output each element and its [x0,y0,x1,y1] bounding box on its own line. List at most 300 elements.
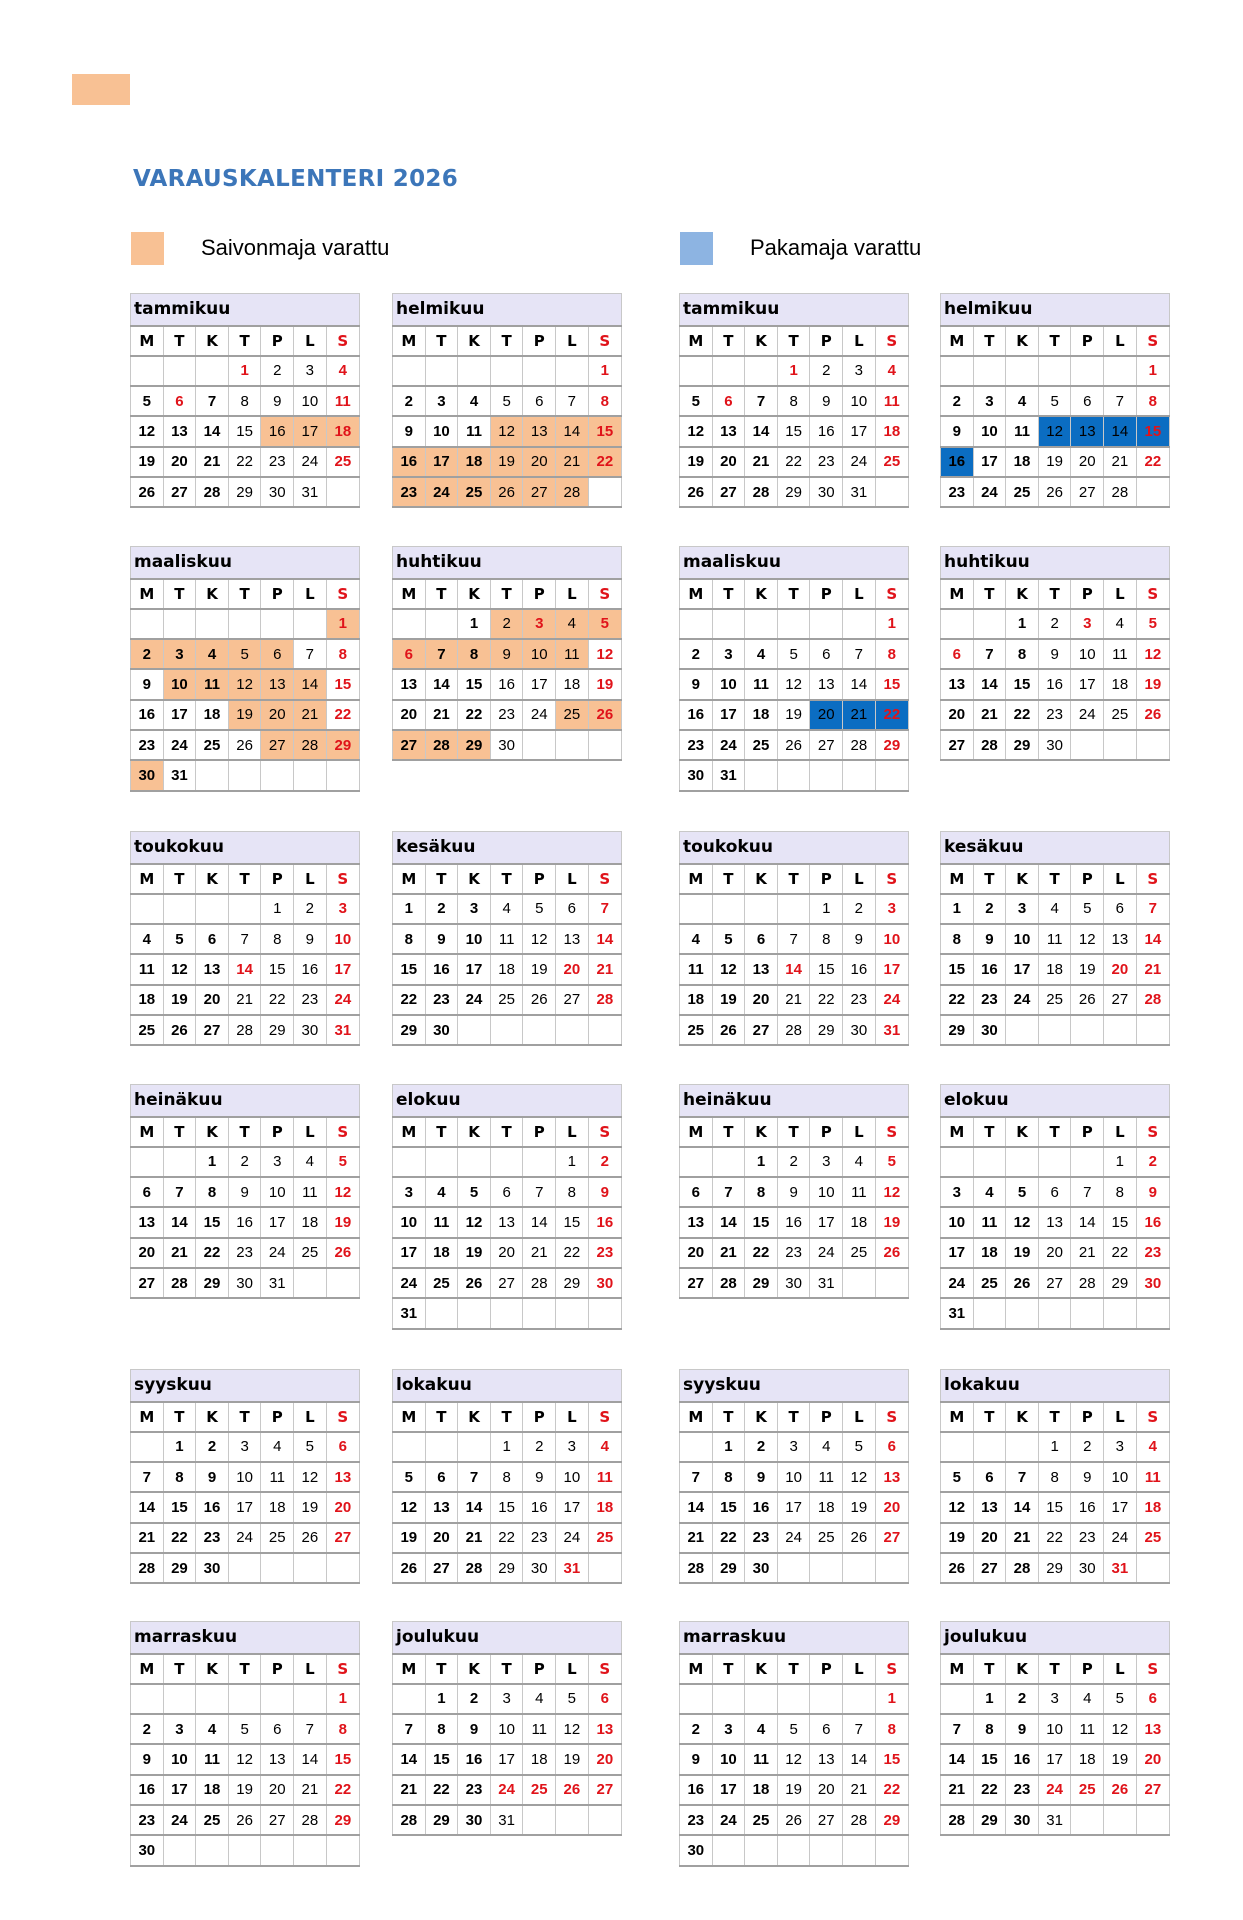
day-cell: 15 [1136,416,1169,446]
day-cell: 19 [1006,1238,1039,1268]
day-cell: 24 [490,1775,523,1805]
weekday-header: P [810,326,843,356]
day-cell: 1 [163,1432,196,1462]
empty-cell [131,1684,164,1714]
day-cell: 6 [490,1177,523,1207]
weekday-header: T [425,326,458,356]
weekday-header: S [875,326,908,356]
day-cell: 16 [588,1207,621,1237]
day-cell: 2 [490,609,523,639]
day-cell: 9 [261,386,294,416]
weekday-header: L [294,864,327,894]
day-cell: 22 [1104,1238,1137,1268]
empty-cell [875,1835,908,1865]
weekday-header: P [523,1117,556,1147]
day-cell: 30 [1071,1553,1104,1583]
day-cell: 5 [777,639,810,669]
day-cell: 11 [588,1462,621,1492]
day-cell: 14 [1136,924,1169,954]
day-cell: 7 [294,1714,327,1744]
day-cell: 31 [1038,1805,1071,1835]
empty-cell [523,730,556,760]
day-cell: 5 [458,1177,491,1207]
month-name: toukokuu [680,832,909,864]
day-cell: 13 [712,416,745,446]
legend-label: Saivonmaja varattu [201,235,390,260]
day-cell: 14 [196,416,229,446]
day-cell: 28 [588,985,621,1015]
day-cell: 27 [523,477,556,507]
day-cell: 28 [294,730,327,760]
weekday-header: T [228,1117,261,1147]
empty-cell [588,1015,621,1045]
day-cell: 12 [490,416,523,446]
day-cell: 1 [745,1147,778,1177]
empty-cell [294,1684,327,1714]
day-cell: 1 [588,356,621,386]
empty-cell [588,1553,621,1583]
weekday-header: T [163,579,196,609]
empty-cell [777,1835,810,1865]
day-cell: 23 [1006,1775,1039,1805]
day-cell: 6 [588,1684,621,1714]
weekday-header: S [875,1402,908,1432]
empty-cell [810,1553,843,1583]
day-cell: 16 [261,416,294,446]
day-cell: 3 [941,1177,974,1207]
empty-cell [131,356,164,386]
weekday-header: T [712,326,745,356]
day-cell: 13 [196,954,229,984]
day-cell: 30 [490,730,523,760]
empty-cell [490,1015,523,1045]
day-cell: 11 [1006,416,1039,446]
empty-cell [261,1553,294,1583]
day-cell: 21 [1006,1523,1039,1553]
weekday-header: M [393,326,426,356]
day-cell: 2 [680,1714,713,1744]
day-cell: 22 [261,985,294,1015]
day-cell: 20 [326,1492,359,1522]
weekday-header: P [810,864,843,894]
weekday-header: P [261,1117,294,1147]
empty-cell [1104,730,1137,760]
day-cell: 21 [777,985,810,1015]
day-cell: 1 [261,894,294,924]
legend-swatch-blue [680,232,713,265]
empty-cell [712,1835,745,1865]
weekday-header: T [712,1402,745,1432]
day-cell: 20 [973,1523,1006,1553]
day-cell: 31 [810,1268,843,1298]
day-cell: 10 [490,1714,523,1744]
day-cell: 13 [1071,416,1104,446]
day-cell: 25 [131,1015,164,1045]
day-cell: 11 [131,954,164,984]
day-cell: 14 [523,1207,556,1237]
day-cell: 5 [131,386,164,416]
day-cell: 13 [490,1207,523,1237]
day-cell: 30 [680,1835,713,1865]
empty-cell [810,609,843,639]
empty-cell [1038,1015,1071,1045]
day-cell: 30 [843,1015,876,1045]
weekday-header: L [843,864,876,894]
weekday-header: K [196,1117,229,1147]
day-cell: 7 [1006,1462,1039,1492]
empty-cell [777,1553,810,1583]
day-cell: 12 [556,1714,589,1744]
weekday-header: T [228,326,261,356]
day-cell: 31 [490,1805,523,1835]
day-cell: 21 [1104,447,1137,477]
empty-cell [556,356,589,386]
empty-cell [261,1684,294,1714]
weekday-header: S [326,1117,359,1147]
day-cell: 6 [261,639,294,669]
day-cell: 22 [875,1775,908,1805]
weekday-header: M [393,864,426,894]
day-cell: 21 [588,954,621,984]
weekday-header: S [875,1654,908,1684]
day-cell: 5 [1104,1684,1137,1714]
day-cell: 15 [712,1492,745,1522]
weekday-header: S [1136,864,1169,894]
empty-cell [1136,1015,1169,1045]
weekday-header: M [131,864,164,894]
day-cell: 19 [1136,669,1169,699]
day-cell: 30 [1136,1268,1169,1298]
day-cell: 9 [843,924,876,954]
month-name: huhtikuu [941,547,1170,579]
day-cell: 30 [1038,730,1071,760]
day-cell: 21 [228,985,261,1015]
day-cell: 18 [973,1238,1006,1268]
day-cell: 29 [1104,1268,1137,1298]
day-cell: 17 [228,1492,261,1522]
weekday-header: M [680,1117,713,1147]
legend-saivonmaja [131,231,389,265]
month-calendar-huhtikuu [940,546,1170,761]
day-cell: 17 [393,1238,426,1268]
day-cell: 20 [712,447,745,477]
day-cell: 14 [393,1744,426,1774]
empty-cell [393,1432,426,1462]
empty-cell [228,1553,261,1583]
empty-cell [294,1835,327,1865]
day-cell: 30 [458,1805,491,1835]
weekday-header: L [1104,1654,1137,1684]
day-cell: 10 [261,1177,294,1207]
day-cell: 2 [228,1147,261,1177]
weekday-header: L [843,1117,876,1147]
weekday-header: P [1071,326,1104,356]
day-cell: 3 [425,386,458,416]
empty-cell [745,1835,778,1865]
day-cell: 11 [294,1177,327,1207]
empty-cell [777,894,810,924]
day-cell: 23 [294,985,327,1015]
day-cell: 1 [326,1684,359,1714]
day-cell: 28 [1071,1268,1104,1298]
weekday-header: K [458,1654,491,1684]
day-cell: 20 [1104,954,1137,984]
day-cell: 14 [745,416,778,446]
day-cell: 31 [294,477,327,507]
day-cell: 10 [326,924,359,954]
day-cell: 18 [261,1492,294,1522]
day-cell: 3 [228,1432,261,1462]
weekday-header: K [196,326,229,356]
month-name: marraskuu [680,1622,909,1654]
weekday-header: T [1038,1402,1071,1432]
month-name: elokuu [941,1085,1170,1117]
weekday-header: P [1071,1402,1104,1432]
day-cell: 22 [810,985,843,1015]
day-cell: 31 [1104,1553,1137,1583]
empty-cell [523,1015,556,1045]
day-cell: 26 [1006,1268,1039,1298]
day-cell: 17 [712,1775,745,1805]
day-cell: 22 [326,700,359,730]
day-cell: 15 [875,1744,908,1774]
day-cell: 18 [523,1744,556,1774]
weekday-header: T [1038,1117,1071,1147]
empty-cell [1038,356,1071,386]
day-cell: 14 [1006,1492,1039,1522]
day-cell: 6 [745,924,778,954]
day-cell: 26 [875,1238,908,1268]
day-cell: 14 [777,954,810,984]
day-cell: 21 [1136,954,1169,984]
day-cell: 30 [745,1553,778,1583]
weekday-header: T [973,1654,1006,1684]
day-cell: 29 [163,1553,196,1583]
day-cell: 21 [425,700,458,730]
day-cell: 15 [973,1744,1006,1774]
empty-cell [1006,1015,1039,1045]
day-cell: 18 [425,1238,458,1268]
empty-cell [1136,1553,1169,1583]
day-cell: 16 [973,954,1006,984]
day-cell: 23 [1136,1238,1169,1268]
day-cell: 26 [326,1238,359,1268]
day-cell: 25 [680,1015,713,1045]
empty-cell [712,356,745,386]
day-cell: 2 [973,894,1006,924]
month-name: lokakuu [393,1370,622,1402]
empty-cell [1136,730,1169,760]
day-cell: 12 [588,639,621,669]
day-cell: 25 [810,1523,843,1553]
month-name: joulukuu [941,1622,1170,1654]
day-cell: 3 [490,1684,523,1714]
day-cell: 4 [1104,609,1137,639]
day-cell: 8 [1104,1177,1137,1207]
day-cell: 28 [425,730,458,760]
day-cell: 20 [1071,447,1104,477]
day-cell: 8 [490,1462,523,1492]
day-cell: 2 [941,386,974,416]
day-cell: 24 [843,447,876,477]
day-cell: 14 [425,669,458,699]
month-name: tammikuu [680,294,909,326]
day-cell: 27 [1136,1775,1169,1805]
day-cell: 27 [680,1268,713,1298]
day-cell: 24 [1104,1523,1137,1553]
day-cell: 17 [523,669,556,699]
day-cell: 5 [680,386,713,416]
day-cell: 3 [875,894,908,924]
day-cell: 9 [973,924,1006,954]
day-cell: 15 [261,954,294,984]
weekday-header: S [1136,579,1169,609]
day-cell: 25 [588,1523,621,1553]
day-cell: 7 [1071,1177,1104,1207]
empty-cell [941,609,974,639]
weekday-header: T [1038,864,1071,894]
day-cell: 6 [941,639,974,669]
weekday-header: P [1071,1654,1104,1684]
day-cell: 18 [680,985,713,1015]
weekday-header: T [712,864,745,894]
day-cell: 20 [163,447,196,477]
weekday-header: P [261,1402,294,1432]
day-cell: 25 [261,1523,294,1553]
day-cell: 18 [1136,1492,1169,1522]
empty-cell [425,1432,458,1462]
day-cell: 25 [326,447,359,477]
empty-cell [680,609,713,639]
day-cell: 20 [556,954,589,984]
day-cell: 28 [973,730,1006,760]
day-cell: 16 [680,700,713,730]
day-cell: 13 [1136,1714,1169,1744]
day-cell: 29 [490,1553,523,1583]
day-cell: 26 [458,1268,491,1298]
month-calendar-tammikuu [130,293,360,508]
weekday-header: L [294,1402,327,1432]
day-cell: 13 [588,1714,621,1744]
weekday-header: T [973,326,1006,356]
day-cell: 17 [294,416,327,446]
weekday-header: P [261,579,294,609]
day-cell: 10 [1038,1714,1071,1744]
empty-cell [458,1432,491,1462]
month-name: heinäkuu [131,1085,360,1117]
weekday-header: L [1104,864,1137,894]
weekday-header: P [261,1654,294,1684]
day-cell: 23 [680,1805,713,1835]
day-cell: 9 [941,416,974,446]
day-cell: 31 [712,760,745,790]
weekday-header: M [941,579,974,609]
day-cell: 27 [588,1775,621,1805]
month-calendar-elokuu [392,1084,622,1330]
day-cell: 16 [523,1492,556,1522]
day-cell: 16 [1136,1207,1169,1237]
day-cell: 2 [1071,1432,1104,1462]
empty-cell [1006,1147,1039,1177]
day-cell: 10 [1071,639,1104,669]
month-name: kesäkuu [393,832,622,864]
day-cell: 25 [745,730,778,760]
day-cell: 25 [745,1805,778,1835]
day-cell: 15 [941,954,974,984]
day-cell: 4 [131,924,164,954]
day-cell: 9 [810,386,843,416]
weekday-header: L [1104,1117,1137,1147]
weekday-header: M [941,326,974,356]
empty-cell [196,894,229,924]
day-cell: 1 [326,609,359,639]
day-cell: 21 [294,1775,327,1805]
day-cell: 3 [523,609,556,639]
day-cell: 14 [458,1492,491,1522]
day-cell: 9 [294,924,327,954]
day-cell: 13 [1104,924,1137,954]
empty-cell [196,1835,229,1865]
day-cell: 17 [1071,669,1104,699]
day-cell: 31 [163,760,196,790]
month-name: maaliskuu [680,547,909,579]
day-cell: 15 [458,669,491,699]
weekday-header: K [1006,1117,1039,1147]
day-cell: 23 [261,447,294,477]
day-cell: 19 [1071,954,1104,984]
empty-cell [1006,1432,1039,1462]
day-cell: 6 [163,386,196,416]
empty-cell [810,1835,843,1865]
empty-cell [973,1147,1006,1177]
day-cell: 21 [680,1523,713,1553]
day-cell: 29 [228,477,261,507]
day-cell: 6 [261,1714,294,1744]
day-cell: 17 [261,1207,294,1237]
empty-cell [228,1684,261,1714]
weekday-header: K [745,579,778,609]
day-cell: 1 [556,1147,589,1177]
empty-cell [425,356,458,386]
day-cell: 22 [1006,700,1039,730]
day-cell: 15 [588,416,621,446]
empty-cell [941,1432,974,1462]
day-cell: 18 [490,954,523,984]
day-cell: 12 [1006,1207,1039,1237]
weekday-header: L [294,1654,327,1684]
month-name: toukokuu [131,832,360,864]
day-cell: 9 [1006,1714,1039,1744]
weekday-header: P [810,1654,843,1684]
legend-label: Pakamaja varattu [750,235,922,260]
day-cell: 2 [1038,609,1071,639]
day-cell: 15 [326,669,359,699]
empty-cell [745,894,778,924]
day-cell: 17 [941,1238,974,1268]
corner-color-swatch [72,74,130,105]
day-cell: 22 [458,700,491,730]
day-cell: 20 [523,447,556,477]
day-cell: 3 [843,356,876,386]
empty-cell [393,356,426,386]
day-cell: 11 [810,1462,843,1492]
day-cell: 16 [490,669,523,699]
day-cell: 25 [196,1805,229,1835]
day-cell: 17 [490,1744,523,1774]
weekday-header: L [556,326,589,356]
weekday-header: K [196,579,229,609]
day-cell: 12 [680,416,713,446]
